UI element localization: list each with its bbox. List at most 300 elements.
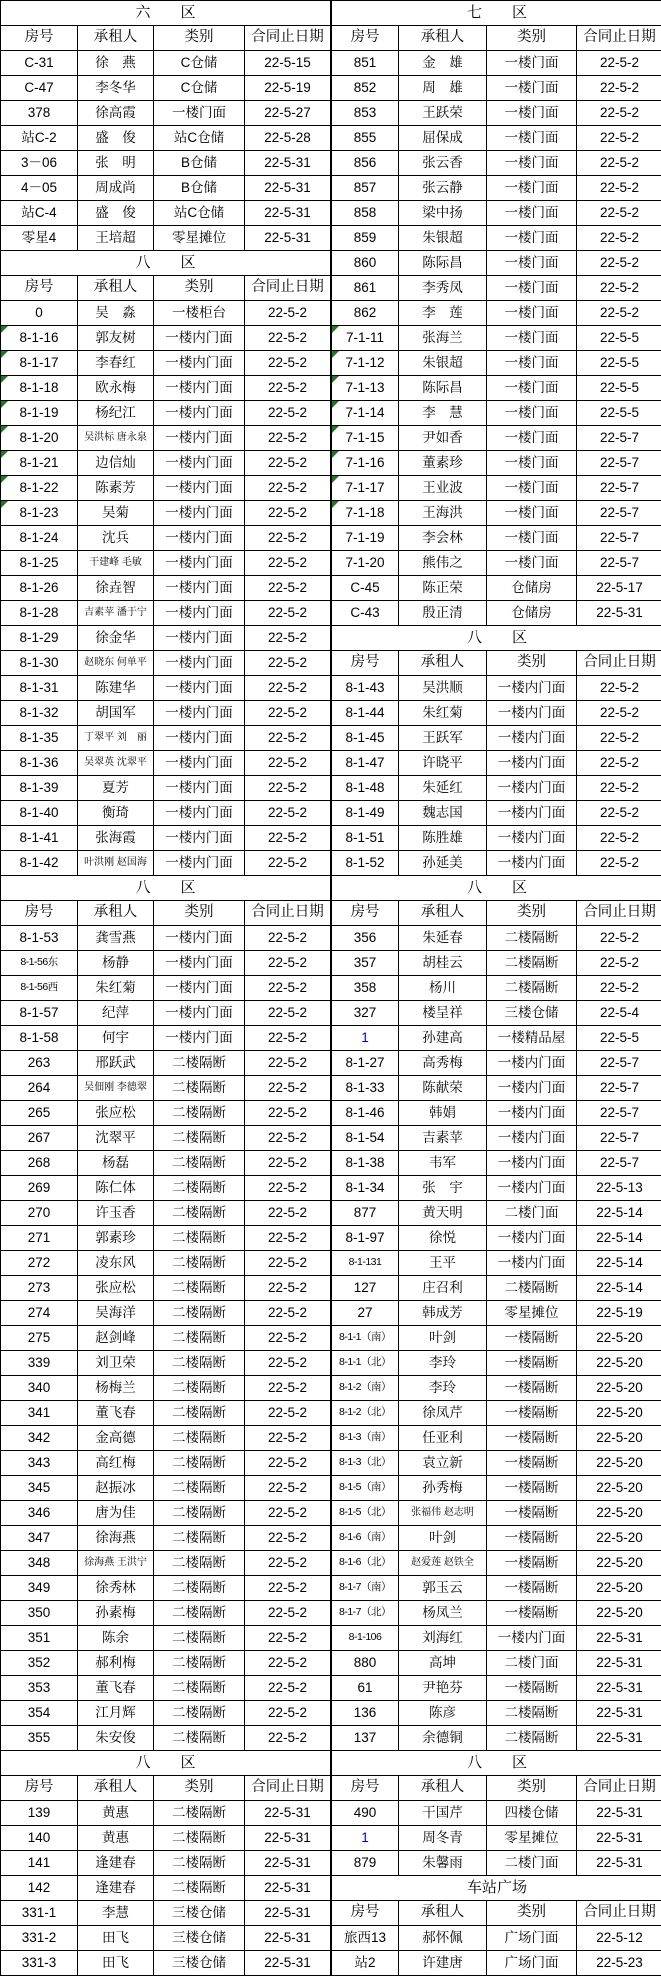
date-cell[interactable]: 22-5-5 [577, 401, 661, 426]
date-cell[interactable]: 22-5-2 [245, 1676, 331, 1701]
tenant-cell[interactable]: 徐凤芹 [399, 1401, 487, 1426]
room-cell[interactable]: 8-1-49 [332, 801, 399, 826]
date-cell[interactable]: 22-5-2 [577, 251, 661, 276]
type-cell[interactable]: 一楼内门面 [154, 676, 245, 701]
room-cell[interactable]: 851 [332, 51, 399, 76]
room-cell[interactable]: 8-1-53 [1, 926, 78, 951]
column-header[interactable]: 类别 [487, 26, 577, 51]
room-cell[interactable]: 331-2 [1, 1926, 78, 1951]
tenant-cell[interactable]: 张云静 [399, 176, 487, 201]
type-cell[interactable]: 一楼内门面 [487, 851, 577, 876]
room-cell[interactable]: 7-1-18 [332, 501, 399, 526]
date-cell[interactable]: 22-5-31 [577, 601, 661, 626]
tenant-cell[interactable]: 黄惠 [78, 1801, 154, 1826]
room-cell[interactable]: 8-1-5（北） [332, 1501, 399, 1526]
section-title[interactable]: 六 区 [1, 1, 331, 26]
date-cell[interactable]: 22-5-2 [577, 701, 661, 726]
column-header[interactable]: 承租人 [399, 651, 487, 676]
type-cell[interactable]: 一楼门面 [487, 251, 577, 276]
date-cell[interactable]: 22-5-4 [577, 1001, 661, 1026]
column-header[interactable]: 合同止日期 [577, 901, 661, 926]
date-cell[interactable]: 22-5-31 [245, 1951, 331, 1976]
type-cell[interactable]: 一楼门面 [487, 376, 577, 401]
column-header[interactable]: 类别 [154, 1776, 245, 1801]
tenant-cell[interactable]: 郭玉云 [399, 1576, 487, 1601]
type-cell[interactable]: 二楼隔断 [154, 1376, 245, 1401]
date-cell[interactable]: 22-5-5 [577, 376, 661, 401]
tenant-cell[interactable]: 陈素芳 [78, 476, 154, 501]
room-cell[interactable]: 8-1-48 [332, 776, 399, 801]
column-header[interactable]: 房号 [1, 26, 78, 51]
type-cell[interactable]: 二楼门面 [487, 1851, 577, 1876]
type-cell[interactable]: 二楼门面 [487, 1201, 577, 1226]
room-cell[interactable]: 7-1-12 [332, 351, 399, 376]
tenant-cell[interactable]: 尹如香 [399, 426, 487, 451]
type-cell[interactable]: 一楼门面 [487, 326, 577, 351]
room-cell[interactable]: 8-1-47 [332, 751, 399, 776]
tenant-cell[interactable]: 干国芹 [399, 1801, 487, 1826]
room-cell[interactable]: C-43 [332, 601, 399, 626]
type-cell[interactable]: 一楼门面 [487, 501, 577, 526]
room-cell[interactable]: 8-1-57 [1, 1001, 78, 1026]
column-header[interactable]: 承租人 [78, 1776, 154, 1801]
tenant-cell[interactable]: 陈际昌 [399, 376, 487, 401]
room-cell[interactable]: 275 [1, 1326, 78, 1351]
tenant-cell[interactable]: 周冬青 [399, 1826, 487, 1851]
room-cell[interactable]: 61 [332, 1676, 399, 1701]
date-cell[interactable]: 22-5-31 [245, 1901, 331, 1926]
date-cell[interactable]: 22-5-2 [577, 151, 661, 176]
room-cell[interactable]: 8-1-32 [1, 701, 78, 726]
type-cell[interactable]: 二楼隔断 [487, 1726, 577, 1751]
room-cell[interactable]: 8-1-58 [1, 1026, 78, 1051]
tenant-cell[interactable]: 李秀凤 [399, 276, 487, 301]
type-cell[interactable]: 二楼隔断 [154, 1851, 245, 1876]
room-cell[interactable]: 旅西13 [332, 1926, 399, 1951]
room-cell[interactable]: 8-1-56东 [1, 951, 78, 976]
type-cell[interactable]: 三楼仓储 [154, 1926, 245, 1951]
tenant-cell[interactable]: 尹艳芬 [399, 1676, 487, 1701]
room-cell[interactable]: 8-1-2（南） [332, 1376, 399, 1401]
type-cell[interactable]: 一楼隔断 [487, 1401, 577, 1426]
date-cell[interactable]: 22-5-12 [577, 1926, 661, 1951]
type-cell[interactable]: 一楼隔断 [487, 1476, 577, 1501]
room-cell[interactable]: 357 [332, 951, 399, 976]
tenant-cell[interactable]: 董飞春 [78, 1676, 154, 1701]
type-cell[interactable]: 广场门面 [487, 1926, 577, 1951]
tenant-cell[interactable]: 韩娟 [399, 1101, 487, 1126]
date-cell[interactable]: 22-5-20 [577, 1576, 661, 1601]
room-cell[interactable]: 8-1-51 [332, 826, 399, 851]
type-cell[interactable]: 一楼内门面 [154, 451, 245, 476]
type-cell[interactable]: 一楼内门面 [154, 601, 245, 626]
tenant-cell[interactable]: 殷正清 [399, 601, 487, 626]
type-cell[interactable]: 一楼门面 [487, 351, 577, 376]
room-cell[interactable]: 348 [1, 1551, 78, 1576]
room-cell[interactable]: 8-1-30 [1, 651, 78, 676]
tenant-cell[interactable]: 陈胜雄 [399, 826, 487, 851]
tenant-cell[interactable]: 吴 淼 [78, 301, 154, 326]
tenant-cell[interactable]: 吴佃刚 李德翠 [78, 1076, 154, 1101]
tenant-cell[interactable]: 王培超 [78, 226, 154, 251]
type-cell[interactable]: 一楼柜台 [154, 301, 245, 326]
date-cell[interactable]: 22-5-2 [245, 1376, 331, 1401]
tenant-cell[interactable]: 盛 俊 [78, 201, 154, 226]
date-cell[interactable]: 22-5-2 [245, 1526, 331, 1551]
type-cell[interactable]: 一楼内门面 [154, 326, 245, 351]
type-cell[interactable]: 一楼内门面 [154, 401, 245, 426]
date-cell[interactable]: 22-5-31 [577, 1626, 661, 1651]
date-cell[interactable]: 22-5-7 [577, 1151, 661, 1176]
room-cell[interactable]: 350 [1, 1601, 78, 1626]
type-cell[interactable]: 二楼隔断 [154, 1801, 245, 1826]
room-cell[interactable]: 345 [1, 1476, 78, 1501]
room-cell[interactable]: 880 [332, 1651, 399, 1676]
date-cell[interactable]: 22-5-31 [245, 151, 331, 176]
room-cell[interactable]: 877 [332, 1201, 399, 1226]
type-cell[interactable]: 二楼隔断 [154, 1401, 245, 1426]
date-cell[interactable]: 22-5-2 [577, 976, 661, 1001]
date-cell[interactable]: 22-5-31 [245, 201, 331, 226]
type-cell[interactable]: 一楼内门面 [487, 701, 577, 726]
type-cell[interactable]: 一楼内门面 [154, 826, 245, 851]
type-cell[interactable]: C仓储 [154, 51, 245, 76]
tenant-cell[interactable]: 郝利梅 [78, 1651, 154, 1676]
tenant-cell[interactable]: 凌东风 [78, 1251, 154, 1276]
type-cell[interactable]: 一楼内门面 [154, 651, 245, 676]
date-cell[interactable]: 22-5-2 [245, 1551, 331, 1576]
tenant-cell[interactable]: 袁立新 [399, 1451, 487, 1476]
column-header[interactable]: 合同止日期 [577, 1776, 661, 1801]
room-cell[interactable]: 352 [1, 1651, 78, 1676]
date-cell[interactable]: 22-5-20 [577, 1376, 661, 1401]
column-header[interactable]: 合同止日期 [577, 651, 661, 676]
room-cell[interactable]: 136 [332, 1701, 399, 1726]
tenant-cell[interactable]: 李慧 [78, 1901, 154, 1926]
type-cell[interactable]: 二楼隔断 [154, 1151, 245, 1176]
date-cell[interactable]: 22-5-20 [577, 1426, 661, 1451]
date-cell[interactable]: 22-5-2 [245, 651, 331, 676]
date-cell[interactable]: 22-5-2 [245, 951, 331, 976]
room-cell[interactable]: 8-1-45 [332, 726, 399, 751]
room-cell[interactable]: 342 [1, 1426, 78, 1451]
tenant-cell[interactable]: 朱银超 [399, 351, 487, 376]
tenant-cell[interactable]: 赵振冰 [78, 1476, 154, 1501]
tenant-cell[interactable]: 张应松 [78, 1101, 154, 1126]
tenant-cell[interactable]: 吴海洋 [78, 1301, 154, 1326]
room-cell[interactable]: C-47 [1, 76, 78, 101]
room-cell[interactable]: 859 [332, 226, 399, 251]
room-cell[interactable]: 378 [1, 101, 78, 126]
date-cell[interactable]: 22-5-14 [577, 1201, 661, 1226]
date-cell[interactable]: 22-5-2 [577, 301, 661, 326]
tenant-cell[interactable]: 吴洪顺 [399, 676, 487, 701]
room-cell[interactable]: 零星4 [1, 226, 78, 251]
column-header[interactable]: 类别 [154, 276, 245, 301]
type-cell[interactable]: 二楼隔断 [154, 1876, 245, 1901]
column-header[interactable]: 承租人 [399, 1901, 487, 1926]
column-header[interactable]: 类别 [487, 901, 577, 926]
date-cell[interactable]: 22-5-2 [245, 426, 331, 451]
tenant-cell[interactable]: 王海洪 [399, 501, 487, 526]
date-cell[interactable]: 22-5-31 [245, 1851, 331, 1876]
date-cell[interactable]: 22-5-19 [245, 76, 331, 101]
date-cell[interactable]: 22-5-5 [577, 326, 661, 351]
type-cell[interactable]: 一楼门面 [487, 226, 577, 251]
type-cell[interactable]: 一楼隔断 [487, 1676, 577, 1701]
type-cell[interactable]: 零星摊位 [487, 1826, 577, 1851]
type-cell[interactable]: 二楼隔断 [154, 1326, 245, 1351]
column-header[interactable]: 房号 [332, 651, 399, 676]
room-cell[interactable]: 7-1-11 [332, 326, 399, 351]
type-cell[interactable]: 仓储房 [487, 576, 577, 601]
date-cell[interactable]: 22-5-2 [577, 726, 661, 751]
date-cell[interactable]: 22-5-2 [245, 1051, 331, 1076]
section-title[interactable]: 八 区 [332, 1751, 661, 1776]
type-cell[interactable]: 二楼隔断 [487, 1276, 577, 1301]
room-cell[interactable]: 264 [1, 1076, 78, 1101]
tenant-cell[interactable]: 沈兵 [78, 526, 154, 551]
date-cell[interactable]: 22-5-2 [245, 1626, 331, 1651]
type-cell[interactable]: 零星摊位 [154, 226, 245, 251]
column-header[interactable]: 承租人 [78, 26, 154, 51]
room-cell[interactable]: 8-1-1（南） [332, 1326, 399, 1351]
room-cell[interactable]: 272 [1, 1251, 78, 1276]
room-cell[interactable]: 8-1-20 [1, 426, 78, 451]
date-cell[interactable]: 22-5-31 [245, 1801, 331, 1826]
tenant-cell[interactable]: 李 慧 [399, 401, 487, 426]
date-cell[interactable]: 22-5-2 [245, 376, 331, 401]
type-cell[interactable]: 一楼门面 [487, 301, 577, 326]
tenant-cell[interactable]: 黄天明 [399, 1201, 487, 1226]
tenant-cell[interactable]: 吉素苹 [399, 1126, 487, 1151]
room-cell[interactable]: 8-1-25 [1, 551, 78, 576]
type-cell[interactable]: 一楼内门面 [487, 1176, 577, 1201]
type-cell[interactable]: 一楼内门面 [154, 951, 245, 976]
room-cell[interactable]: 273 [1, 1276, 78, 1301]
column-header[interactable]: 房号 [332, 26, 399, 51]
date-cell[interactable]: 22-5-2 [245, 451, 331, 476]
type-cell[interactable]: 一楼门面 [487, 276, 577, 301]
section-title[interactable]: 八 区 [1, 251, 331, 276]
tenant-cell[interactable]: 郝怀佩 [399, 1926, 487, 1951]
type-cell[interactable]: 一楼内门面 [487, 1151, 577, 1176]
type-cell[interactable]: 二楼隔断 [487, 951, 577, 976]
type-cell[interactable]: 二楼隔断 [154, 1201, 245, 1226]
type-cell[interactable]: B仓储 [154, 151, 245, 176]
tenant-cell[interactable]: 朱银超 [399, 226, 487, 251]
room-cell[interactable]: 8-1-1（北） [332, 1351, 399, 1376]
tenant-cell[interactable]: 朱红菊 [399, 701, 487, 726]
room-cell[interactable]: 137 [332, 1726, 399, 1751]
tenant-cell[interactable]: 纪萍 [78, 1001, 154, 1026]
tenant-cell[interactable]: 张海兰 [399, 326, 487, 351]
date-cell[interactable]: 22-5-2 [245, 601, 331, 626]
room-cell[interactable]: 0 [1, 301, 78, 326]
tenant-cell[interactable]: 盛 俊 [78, 126, 154, 151]
date-cell[interactable]: 22-5-7 [577, 476, 661, 501]
date-cell[interactable]: 22-5-20 [577, 1401, 661, 1426]
tenant-cell[interactable]: 朱安俊 [78, 1726, 154, 1751]
type-cell[interactable]: 三楼仓储 [487, 1001, 577, 1026]
tenant-cell[interactable]: 杨静 [78, 951, 154, 976]
room-cell[interactable]: 8-1-29 [1, 626, 78, 651]
room-cell[interactable]: 857 [332, 176, 399, 201]
column-header[interactable]: 类别 [487, 651, 577, 676]
room-cell[interactable]: 347 [1, 1526, 78, 1551]
tenant-cell[interactable]: 徐金华 [78, 626, 154, 651]
date-cell[interactable]: 22-5-2 [245, 301, 331, 326]
date-cell[interactable]: 22-5-20 [577, 1601, 661, 1626]
tenant-cell[interactable]: 韦军 [399, 1151, 487, 1176]
date-cell[interactable]: 22-5-31 [577, 1826, 661, 1851]
tenant-cell[interactable]: 许晓平 [399, 751, 487, 776]
date-cell[interactable]: 22-5-2 [245, 1501, 331, 1526]
date-cell[interactable]: 22-5-2 [245, 776, 331, 801]
section-title[interactable]: 车站广场 [332, 1876, 661, 1901]
tenant-cell[interactable]: 田飞 [78, 1926, 154, 1951]
type-cell[interactable]: 二楼隔断 [154, 1301, 245, 1326]
date-cell[interactable]: 22-5-2 [577, 201, 661, 226]
tenant-cell[interactable]: 陈正荣 [399, 576, 487, 601]
type-cell[interactable]: 一楼门面 [487, 426, 577, 451]
room-cell[interactable]: 331-1 [1, 1901, 78, 1926]
tenant-cell[interactable]: 陈余 [78, 1626, 154, 1651]
date-cell[interactable]: 22-5-20 [577, 1351, 661, 1376]
column-header[interactable]: 类别 [154, 901, 245, 926]
type-cell[interactable]: 一楼内门面 [487, 1076, 577, 1101]
tenant-cell[interactable]: 欧永梅 [78, 376, 154, 401]
column-header[interactable]: 房号 [332, 1776, 399, 1801]
type-cell[interactable]: 一楼隔断 [487, 1351, 577, 1376]
room-cell[interactable]: 8-1-97 [332, 1226, 399, 1251]
tenant-cell[interactable]: 李玲 [399, 1376, 487, 1401]
date-cell[interactable]: 22-5-2 [245, 626, 331, 651]
room-cell[interactable]: 8-1-43 [332, 676, 399, 701]
tenant-cell[interactable]: 王业波 [399, 476, 487, 501]
room-cell[interactable]: 270 [1, 1201, 78, 1226]
type-cell[interactable]: 一楼内门面 [154, 851, 245, 876]
date-cell[interactable]: 22-5-2 [577, 51, 661, 76]
tenant-cell[interactable]: 黄惠 [78, 1826, 154, 1851]
room-cell[interactable]: 263 [1, 1051, 78, 1076]
column-header[interactable]: 合同止日期 [245, 901, 331, 926]
type-cell[interactable]: 站C仓储 [154, 126, 245, 151]
date-cell[interactable]: 22-5-2 [245, 1151, 331, 1176]
room-cell[interactable]: 8-1-5（南） [332, 1476, 399, 1501]
room-cell[interactable]: 858 [332, 201, 399, 226]
tenant-cell[interactable]: 吉素苹 潘于宁 [78, 601, 154, 626]
room-cell[interactable]: 879 [332, 1851, 399, 1876]
type-cell[interactable]: 二楼隔断 [154, 1451, 245, 1476]
room-cell[interactable]: 8-1-2（北） [332, 1401, 399, 1426]
tenant-cell[interactable]: 陈仁体 [78, 1176, 154, 1201]
date-cell[interactable]: 22-5-2 [245, 1476, 331, 1501]
room-cell[interactable]: 8-1-41 [1, 826, 78, 851]
room-cell[interactable]: 7-1-17 [332, 476, 399, 501]
column-header[interactable]: 承租人 [399, 26, 487, 51]
type-cell[interactable]: 一楼门面 [487, 126, 577, 151]
type-cell[interactable]: 一楼内门面 [154, 626, 245, 651]
room-cell[interactable]: 8-1-54 [332, 1126, 399, 1151]
date-cell[interactable]: 22-5-14 [577, 1226, 661, 1251]
type-cell[interactable]: 二楼隔断 [487, 976, 577, 1001]
tenant-cell[interactable]: 孙素梅 [78, 1601, 154, 1626]
type-cell[interactable]: 一楼内门面 [154, 1026, 245, 1051]
tenant-cell[interactable]: 王跃军 [399, 726, 487, 751]
room-cell[interactable]: 339 [1, 1351, 78, 1376]
date-cell[interactable]: 22-5-23 [577, 1951, 661, 1976]
type-cell[interactable]: 二楼隔断 [154, 1701, 245, 1726]
tenant-cell[interactable]: 庄召利 [399, 1276, 487, 1301]
tenant-cell[interactable]: 张福伟 赵志明 [399, 1501, 487, 1526]
date-cell[interactable]: 22-5-2 [245, 926, 331, 951]
type-cell[interactable]: 一楼隔断 [487, 1576, 577, 1601]
room-cell[interactable]: 8-1-33 [332, 1076, 399, 1101]
room-cell[interactable]: 8-1-28 [1, 601, 78, 626]
type-cell[interactable]: 二楼隔断 [154, 1251, 245, 1276]
date-cell[interactable]: 22-5-31 [245, 1826, 331, 1851]
type-cell[interactable]: 一楼内门面 [487, 676, 577, 701]
date-cell[interactable]: 22-5-2 [577, 826, 661, 851]
column-header[interactable]: 合同止日期 [245, 1776, 331, 1801]
type-cell[interactable]: 广场门面 [487, 1951, 577, 1976]
date-cell[interactable]: 22-5-2 [577, 676, 661, 701]
type-cell[interactable]: 一楼门面 [487, 151, 577, 176]
tenant-cell[interactable]: 李冬华 [78, 76, 154, 101]
column-header[interactable]: 合同止日期 [577, 26, 661, 51]
room-cell[interactable]: 8-1-39 [1, 776, 78, 801]
date-cell[interactable]: 22-5-2 [245, 801, 331, 826]
type-cell[interactable]: 一楼隔断 [487, 1551, 577, 1576]
date-cell[interactable]: 22-5-20 [577, 1526, 661, 1551]
room-cell[interactable]: 269 [1, 1176, 78, 1201]
type-cell[interactable]: 二楼隔断 [154, 1226, 245, 1251]
tenant-cell[interactable]: 陈献荣 [399, 1076, 487, 1101]
date-cell[interactable]: 22-5-2 [577, 776, 661, 801]
date-cell[interactable]: 22-5-2 [245, 1401, 331, 1426]
date-cell[interactable]: 22-5-20 [577, 1551, 661, 1576]
column-header[interactable]: 房号 [1, 276, 78, 301]
date-cell[interactable]: 22-5-31 [577, 1726, 661, 1751]
date-cell[interactable]: 22-5-2 [245, 1701, 331, 1726]
type-cell[interactable]: 一楼内门面 [154, 476, 245, 501]
type-cell[interactable]: 一楼内门面 [154, 526, 245, 551]
type-cell[interactable]: 二楼隔断 [154, 1051, 245, 1076]
room-cell[interactable]: 8-1-35 [1, 726, 78, 751]
room-cell[interactable]: 8-1-42 [1, 851, 78, 876]
tenant-cell[interactable]: 高秀梅 [399, 1051, 487, 1076]
type-cell[interactable]: 一楼内门面 [487, 1626, 577, 1651]
tenant-cell[interactable]: 吴翠英 沈翠平 [78, 751, 154, 776]
type-cell[interactable]: 二楼隔断 [154, 1826, 245, 1851]
date-cell[interactable]: 22-5-7 [577, 426, 661, 451]
type-cell[interactable]: 一楼门面 [487, 176, 577, 201]
room-cell[interactable]: 8-1-3（北） [332, 1451, 399, 1476]
date-cell[interactable]: 22-5-2 [577, 926, 661, 951]
room-cell[interactable]: 267 [1, 1126, 78, 1151]
type-cell[interactable]: 一楼隔断 [487, 1326, 577, 1351]
date-cell[interactable]: 22-5-2 [245, 1251, 331, 1276]
section-title[interactable]: 八 区 [332, 626, 661, 651]
type-cell[interactable]: 一楼内门面 [487, 1051, 577, 1076]
tenant-cell[interactable]: 董飞春 [78, 1401, 154, 1426]
type-cell[interactable]: 一楼门面 [487, 51, 577, 76]
date-cell[interactable]: 22-5-2 [245, 1601, 331, 1626]
tenant-cell[interactable]: 朱红菊 [78, 976, 154, 1001]
room-cell[interactable]: 356 [332, 926, 399, 951]
tenant-cell[interactable]: 叶剑 [399, 1526, 487, 1551]
